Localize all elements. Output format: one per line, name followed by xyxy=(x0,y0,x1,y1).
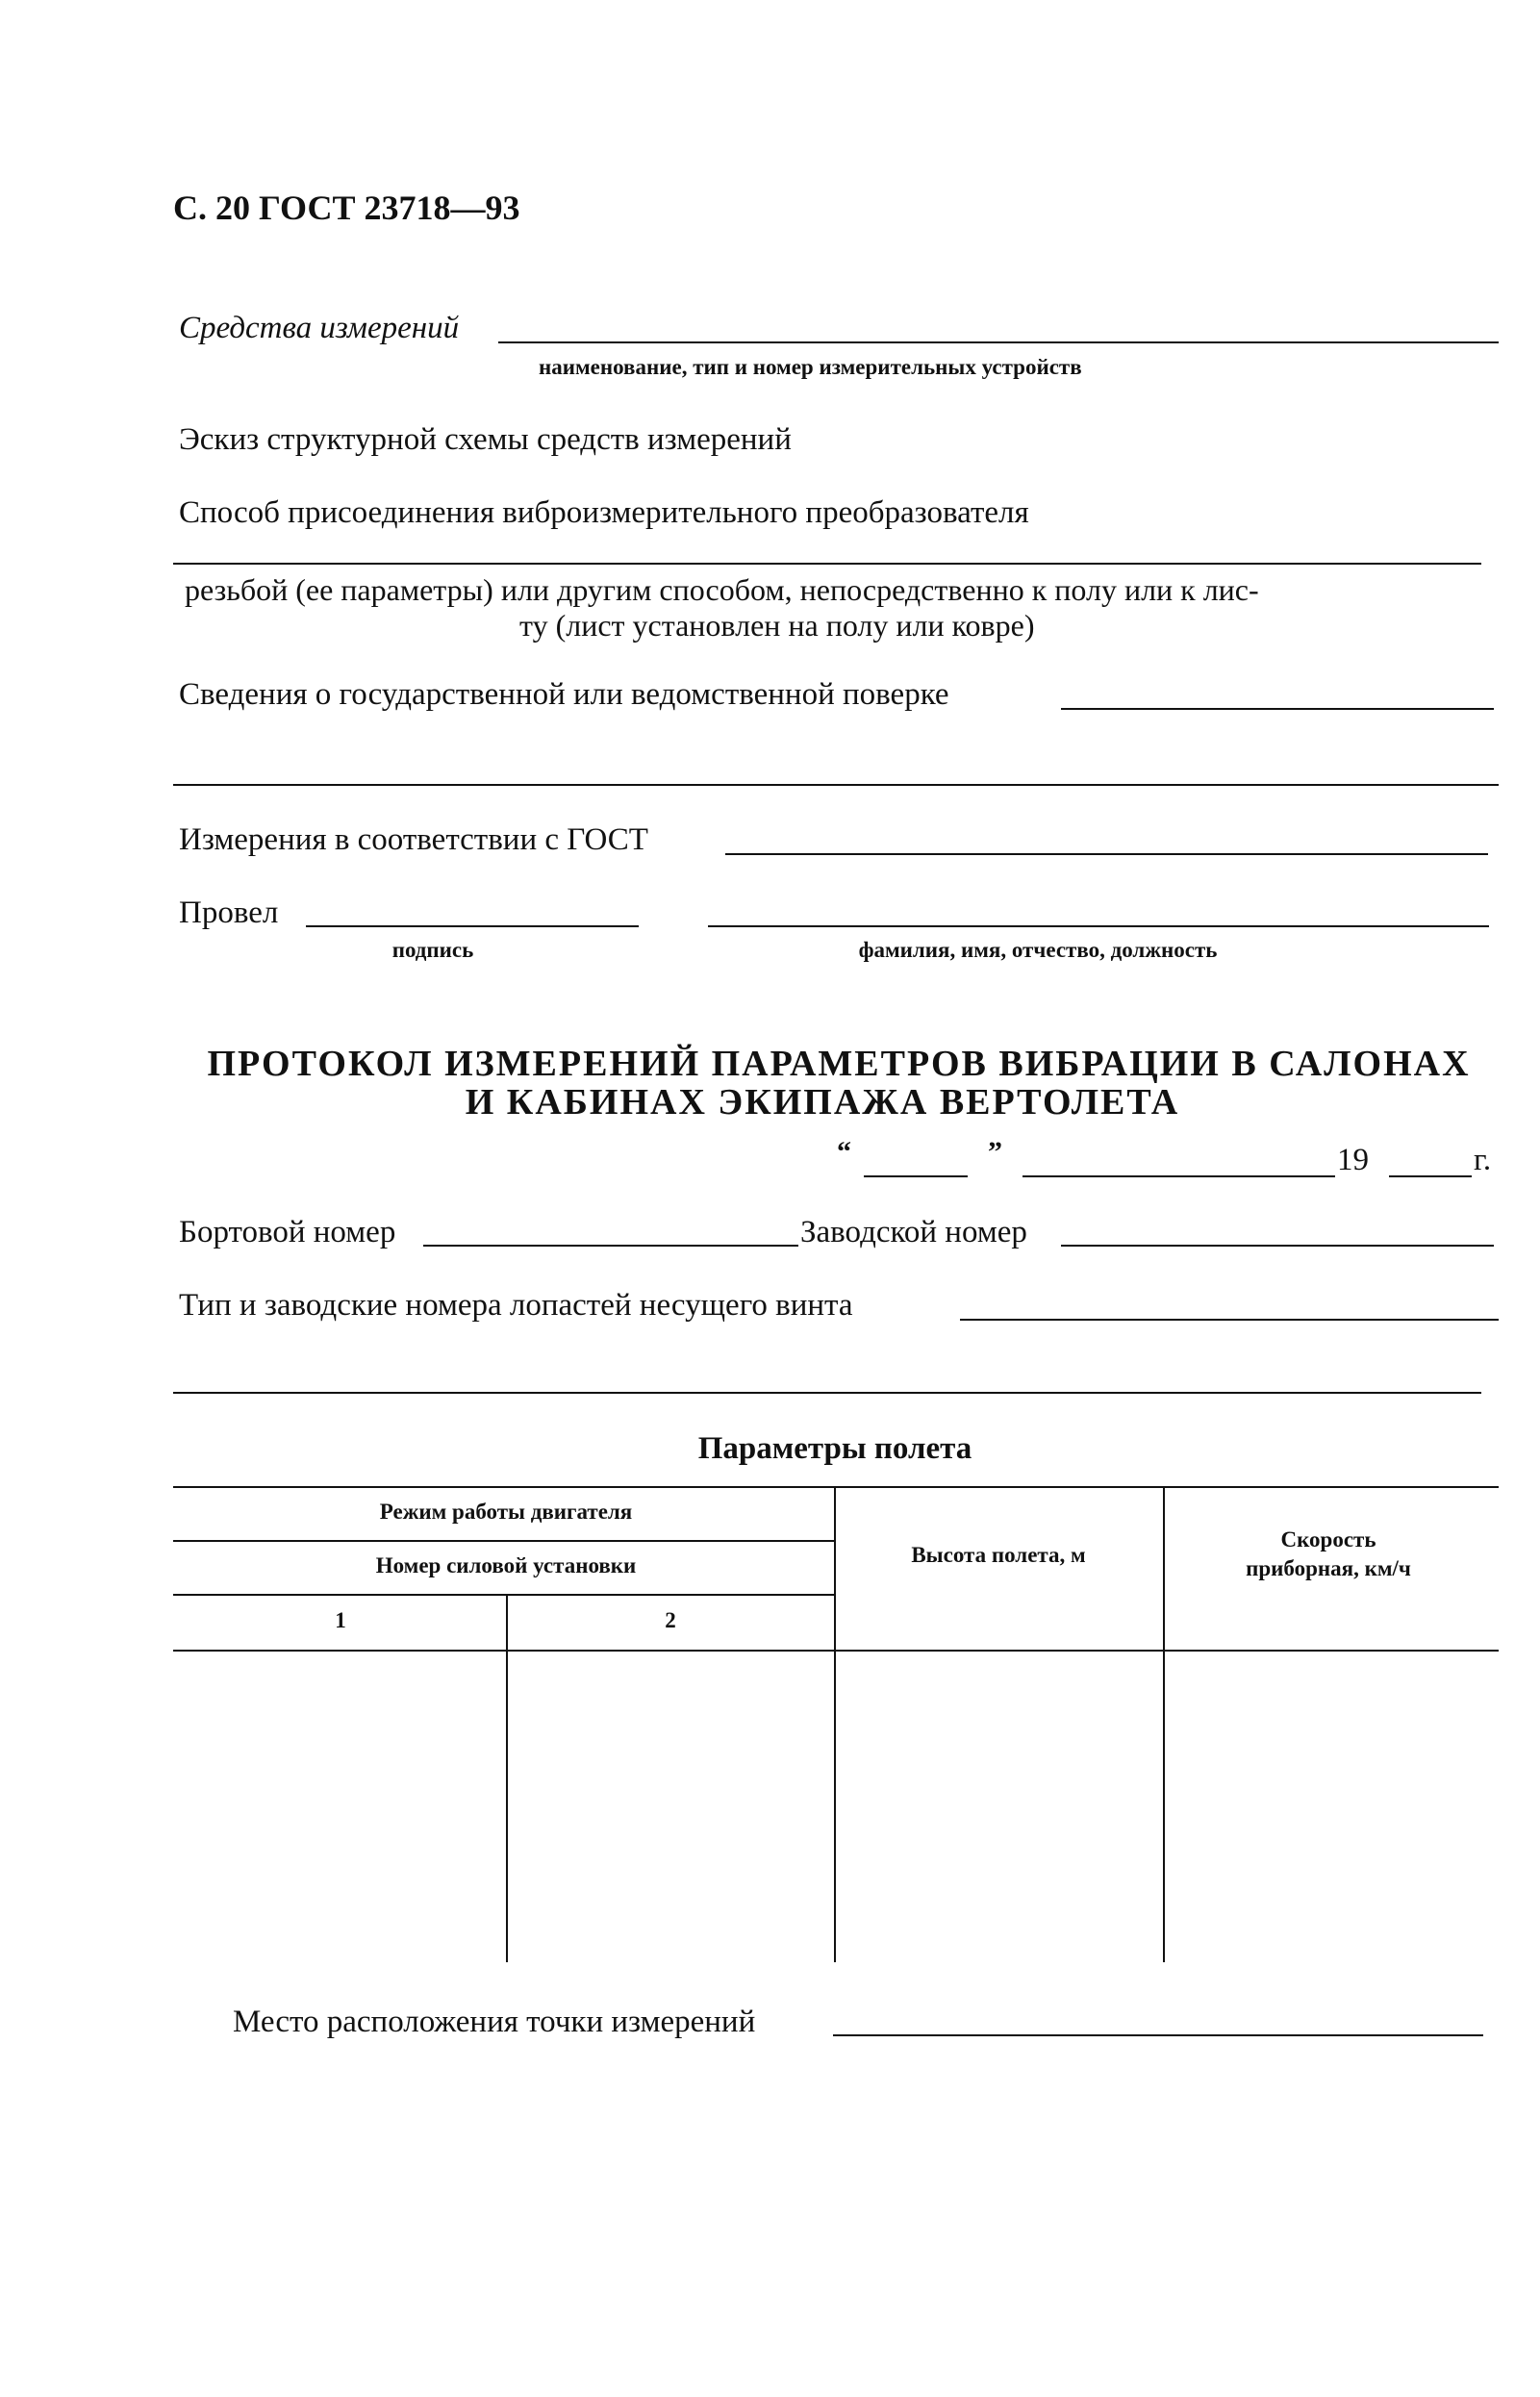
conducted-label: Провел xyxy=(179,896,279,930)
signature-hint: подпись xyxy=(391,938,474,962)
unit-1-header: 1 xyxy=(335,1608,346,1632)
protocol-title-line1: ПРОТОКОЛ ИЗМЕРЕНИЙ ПАРАМЕТРОВ ВИБРАЦИИ В САЛОНАХ xyxy=(207,1044,1471,1084)
attach-field[interactable] xyxy=(173,563,1481,565)
attach-hint-line2: ту (лист установлен на полу или ковре) xyxy=(519,608,1035,643)
location-label: Место расположения точки измерений xyxy=(233,2005,756,2039)
table-col-divider-units xyxy=(506,1594,508,1962)
speed-header-line1: Скорость xyxy=(1280,1527,1376,1552)
date-year-prefix: 19 xyxy=(1337,1143,1369,1177)
factory-number-field[interactable] xyxy=(1061,1245,1494,1247)
board-number-field[interactable] xyxy=(423,1245,798,1247)
blades-field[interactable] xyxy=(960,1319,1499,1321)
verification-field[interactable] xyxy=(1061,708,1494,710)
gost-label: Измерения в соответствии с ГОСТ xyxy=(179,822,648,857)
table-cell-speed[interactable] xyxy=(1166,1653,1499,1962)
signature-field[interactable] xyxy=(306,925,639,927)
engine-mode-header: Режим работы двигателя xyxy=(379,1500,633,1524)
board-number-label: Бортовой номер xyxy=(179,1215,396,1249)
table-col-divider-1 xyxy=(834,1486,836,1962)
location-field[interactable] xyxy=(833,2034,1483,2036)
measuring-means-hint: наименование, тип и номер измерительных устройств xyxy=(539,355,1082,379)
altitude-header: Высота полета, м xyxy=(911,1543,1086,1567)
protocol-title-line2: И КАБИНАХ ЭКИПАЖА ВЕРТОЛЕТА xyxy=(465,1082,1180,1123)
table-line-unit xyxy=(173,1594,835,1596)
flight-table-caption: Параметры полета xyxy=(697,1431,972,1466)
table-col-divider-2 xyxy=(1163,1486,1165,1962)
factory-number-label: Заводской номер xyxy=(800,1215,1027,1249)
date-year-field[interactable] xyxy=(1389,1175,1472,1177)
date-year-suffix: г. xyxy=(1474,1143,1492,1177)
speed-header-line2: приборная, км/ч xyxy=(1246,1556,1411,1580)
table-cell-altitude[interactable] xyxy=(837,1653,1162,1962)
attach-label: Способ присоединения виброизмерительного преобразователя xyxy=(179,495,1029,530)
blades-field-line2[interactable] xyxy=(173,1392,1481,1394)
blades-label: Тип и заводские номера лопастей несущего винта xyxy=(179,1288,853,1323)
date-open-quote: “ xyxy=(837,1136,851,1168)
sketch-label: Эскиз структурной схемы средств измерений xyxy=(179,422,792,457)
measuring-means-label: Средства измерений xyxy=(179,311,460,345)
table-cell-unit-1[interactable] xyxy=(173,1653,505,1962)
date-day-field[interactable] xyxy=(864,1175,968,1177)
gost-field[interactable] xyxy=(725,853,1488,855)
verification-label: Сведения о государственной или ведомственной поверке xyxy=(179,677,949,712)
table-line-engine xyxy=(173,1540,835,1542)
table-header-bottom xyxy=(173,1650,1499,1652)
name-field[interactable] xyxy=(708,925,1489,927)
measuring-means-field[interactable] xyxy=(498,341,1499,343)
power-unit-header: Номер силовой установки xyxy=(375,1553,637,1577)
page-header: С. 20 ГОСТ 23718—93 xyxy=(173,189,520,227)
name-hint: фамилия, имя, отчество, должность xyxy=(858,938,1218,962)
date-month-field[interactable] xyxy=(1022,1175,1335,1177)
date-close-quote: ” xyxy=(988,1136,1002,1168)
table-cell-unit-2[interactable] xyxy=(509,1653,833,1962)
attach-hint-line1: резьбой (ее параметры) или другим способом, непосредственно к полу или к лис- xyxy=(185,572,1259,607)
unit-2-header: 2 xyxy=(665,1608,676,1632)
table-top-border xyxy=(173,1486,1499,1488)
verification-field-line2[interactable] xyxy=(173,784,1499,786)
